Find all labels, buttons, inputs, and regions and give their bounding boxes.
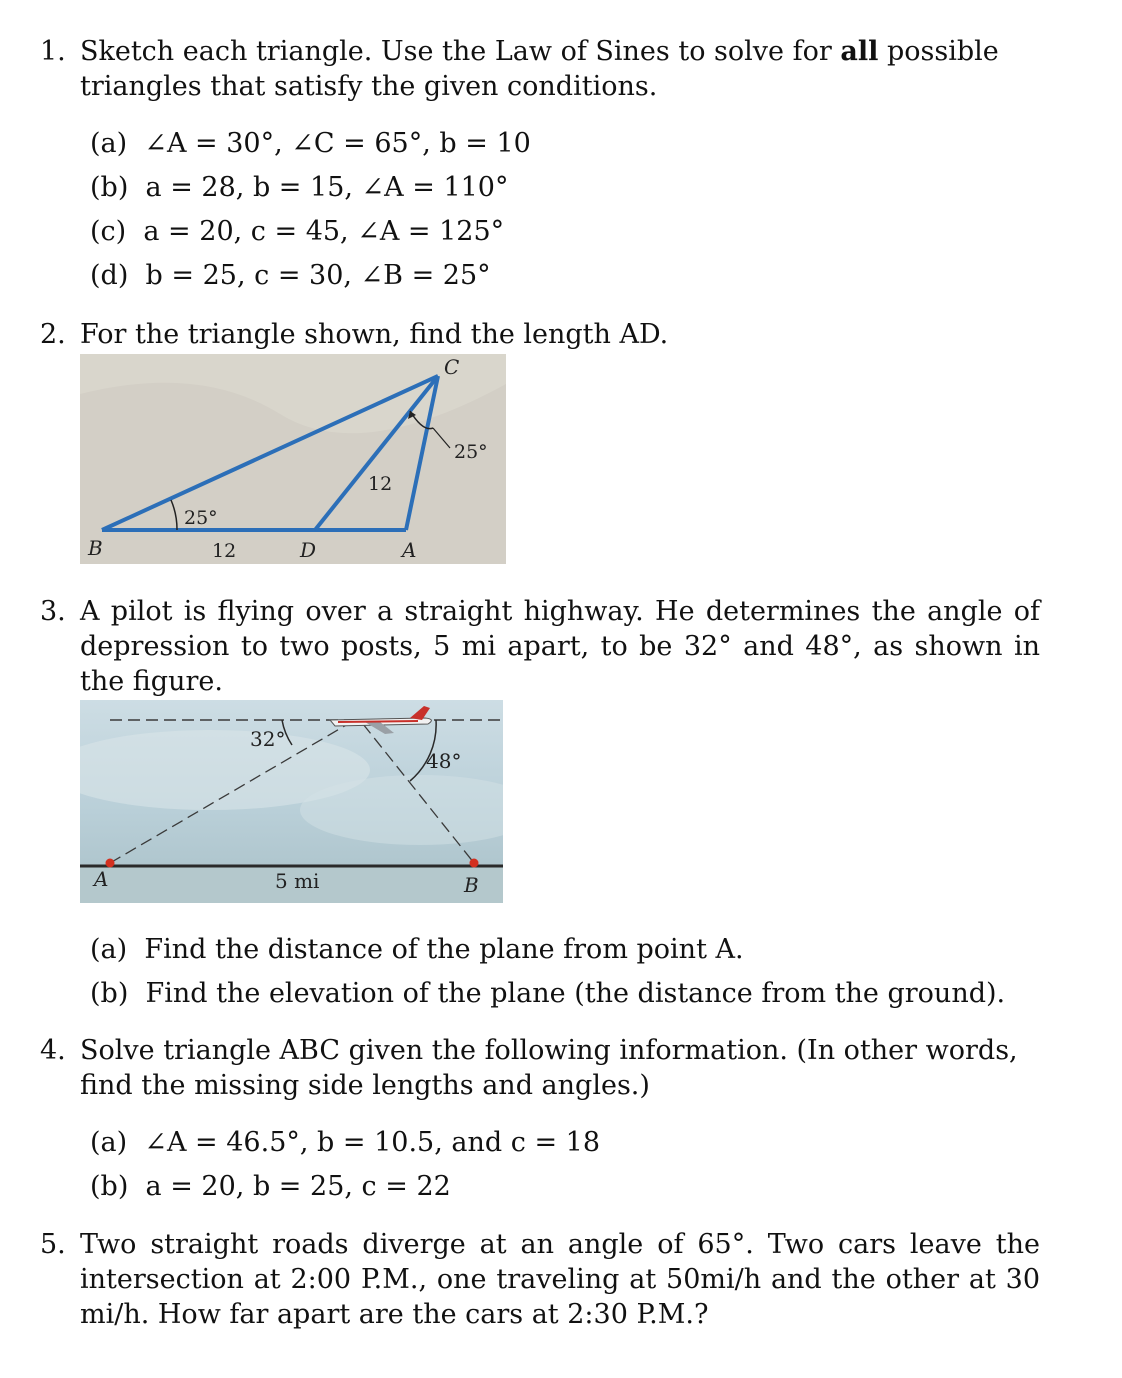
distance-label: 5 mi	[275, 869, 320, 893]
part-a: (a) Find the distance of the plane from point A.	[90, 934, 744, 965]
angle-b-label: 25°	[184, 507, 218, 529]
side-bd-label: 12	[212, 540, 237, 562]
vertex-d-label: D	[300, 538, 317, 562]
part-a: (a) ∠A = 46.5°, b = 10.5, and c = 18	[90, 1127, 601, 1158]
triangle-figure	[80, 354, 506, 564]
post-b-label: B	[464, 873, 479, 897]
vertex-c-label: C	[444, 355, 460, 379]
problem-1-parts	[90, 122, 531, 298]
problem-number: 4.	[40, 1035, 66, 1066]
problem-3	[40, 594, 1040, 699]
plane-figure	[80, 700, 503, 903]
part-c: (c) a = 20, c = 45, ∠A = 125°	[90, 216, 505, 247]
part-a: (a) ∠A = 30°, ∠C = 65°, b = 10	[90, 128, 531, 159]
problem-4	[40, 1033, 1040, 1103]
triangle-svg	[80, 354, 506, 564]
problem-3-parts	[90, 928, 1005, 1016]
side-dc-label: 12	[368, 473, 393, 495]
problem-number: 2.	[40, 319, 66, 350]
part-d: (d) b = 25, c = 30, ∠B = 25°	[90, 260, 491, 291]
plane-svg	[80, 700, 503, 903]
vertex-b-label: B	[88, 536, 103, 560]
problem-text: Sketch each triangle. Use the Law of Sines to solve for all possible triangles that satisfy the given conditions.	[80, 36, 999, 102]
problem-5	[40, 1227, 1040, 1332]
angle-left-label: 32°	[250, 727, 286, 751]
vertex-a-label: A	[402, 538, 417, 562]
problem-2	[40, 317, 1040, 352]
part-b: (b) Find the elevation of the plane (the distance from the ground).	[90, 978, 1006, 1009]
problem-text: A pilot is flying over a straight highway. He determines the angle of depression to two posts, 5 mi apart, to be 32° and 48°, as shown in the figure.	[80, 596, 1040, 697]
post-b-marker	[470, 859, 479, 868]
post-a-label: A	[94, 867, 109, 891]
problem-text: For the triangle shown, find the length AD.	[80, 319, 669, 350]
angle-right-label: 48°	[426, 749, 462, 773]
problem-number: 5.	[40, 1229, 66, 1260]
problem-4-parts	[90, 1121, 600, 1209]
part-b: (b) a = 28, b = 15, ∠A = 110°	[90, 172, 509, 203]
bold-word: all	[840, 36, 879, 67]
part-b: (b) a = 20, b = 25, c = 22	[90, 1171, 451, 1202]
angle-c-label: 25°	[454, 441, 488, 463]
problem-1	[40, 34, 1040, 104]
problem-number: 3.	[40, 596, 66, 627]
problem-text: Two straight roads diverge at an angle of 65°. Two cars leave the intersection at 2:00 P.M., one traveling at 50mi/h and the other at 30 mi/h. How far apart are the cars at 2:30 P.M.?	[80, 1229, 1040, 1330]
problem-text: Solve triangle ABC given the following information. (In other words, find the missing side lengths and angles.)	[80, 1035, 1018, 1101]
problem-number: 1.	[40, 36, 66, 67]
